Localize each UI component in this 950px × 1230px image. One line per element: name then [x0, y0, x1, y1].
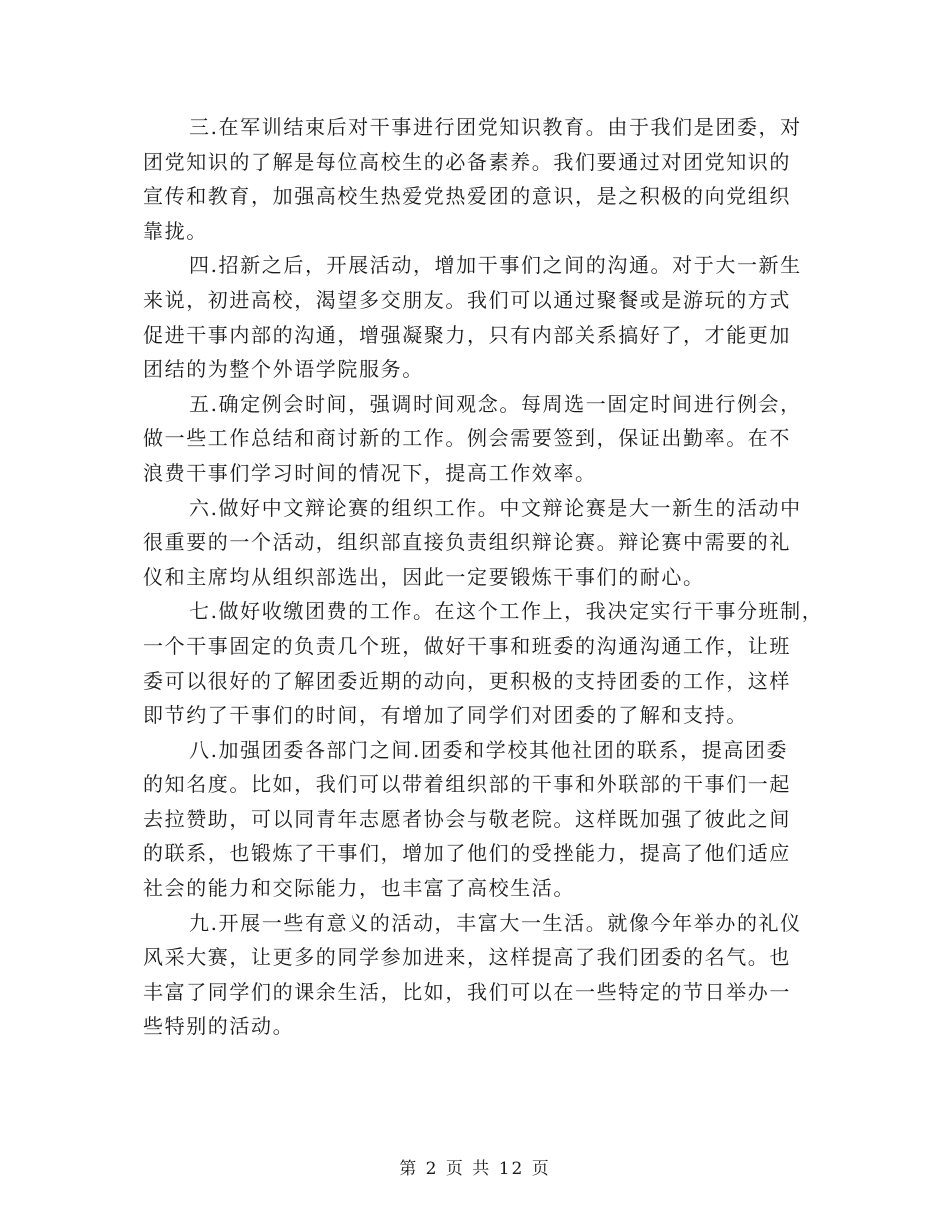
- text-line: 来说，初进高校，渴望多交朋友。我们可以通过聚餐或是游玩的方式: [143, 287, 791, 312]
- paragraph: [143, 906, 823, 1044]
- paragraph: [143, 387, 823, 491]
- text-line: 社会的能力和交际能力，也丰富了高校生活。: [143, 876, 575, 901]
- text-line: 的知名度。比如，我们可以带着组织部的干事和外联部的干事们一起: [143, 772, 791, 797]
- text-line: 六.做好中文辩论赛的组织工作。中文辩论赛是大一新生的活动中: [189, 495, 802, 520]
- text-line: 八.加强团委各部门之间.团委和学校其他社团的联系，提高团委: [189, 737, 789, 762]
- text-line: 做一些工作总结和商讨新的工作。例会需要签到，保证出勤率。在不: [143, 426, 791, 451]
- document-body: [143, 110, 823, 1044]
- text-line: 一个干事固定的负责几个班，做好干事和班委的沟通沟通工作，让班: [143, 633, 791, 658]
- text-line: 些特别的活动。: [143, 1014, 295, 1039]
- paragraph: [143, 733, 823, 906]
- text-line: 很重要的一个活动，组织部直接负责组织辩论赛。辩论赛中需要的礼: [143, 530, 791, 555]
- text-line: 团结的为整个外语学院服务。: [143, 357, 424, 382]
- text-line: 即节约了干事们的时间，有增加了同学们对团委的了解和支持。: [143, 703, 748, 728]
- paragraph: [143, 491, 823, 595]
- paragraph: [143, 594, 823, 732]
- text-line: 三.在军训结束后对干事进行团党知识教育。由于我们是团委，对: [189, 115, 802, 139]
- paragraph: [143, 110, 823, 248]
- paragraph: [143, 248, 823, 386]
- text-line: 去拉赞助，可以同青年志愿者协会与敬老院。这样既加强了彼此之间: [143, 806, 791, 831]
- text-line: 九.开展一些有意义的活动，丰富大一生活。就像今年举办的礼仪: [189, 910, 802, 935]
- text-line: 丰富了同学们的课余生活，比如，我们可以在一些特定的节日举办一: [143, 979, 791, 1004]
- text-line: 团党知识的了解是每位高校生的必备素养。我们要通过对团党知识的: [143, 149, 791, 174]
- text-line: 浪费干事们学习时间的情况下，提高工作效率。: [143, 460, 597, 485]
- text-line: 风采大赛，让更多的同学参加进来，这样提高了我们团委的名气。也: [143, 945, 791, 970]
- text-line: 促进干事内部的沟通，增强凝聚力，只有内部关系搞好了，才能更加: [143, 322, 791, 347]
- text-line: 仪和主席均从组织部选出，因此一定要锻炼干事们的耐心。: [143, 564, 705, 589]
- text-line: 七.做好收缴团费的工作。在这个工作上，我决定实行干事分班制，: [189, 599, 824, 624]
- text-line: 的联系，也锻炼了干事们，增加了他们的受挫能力，提高了他们适应: [143, 841, 791, 866]
- page-number-footer: 第 2 页 共 12 页: [399, 1159, 551, 1179]
- text-line: 靠拢。: [143, 218, 208, 243]
- text-line: 五.确定例会时间，强调时间观念。每周选一固定时间进行例会，: [189, 391, 802, 416]
- text-line: 委可以很好的了解团委近期的动向，更积极的支持团委的工作，这样: [143, 668, 791, 693]
- text-line: 四.招新之后，开展活动，增加干事们之间的沟通。对于大一新生: [189, 253, 802, 278]
- text-line: 宣传和教育，加强高校生热爱党热爱团的意识，是之积极的向党组织: [143, 184, 791, 209]
